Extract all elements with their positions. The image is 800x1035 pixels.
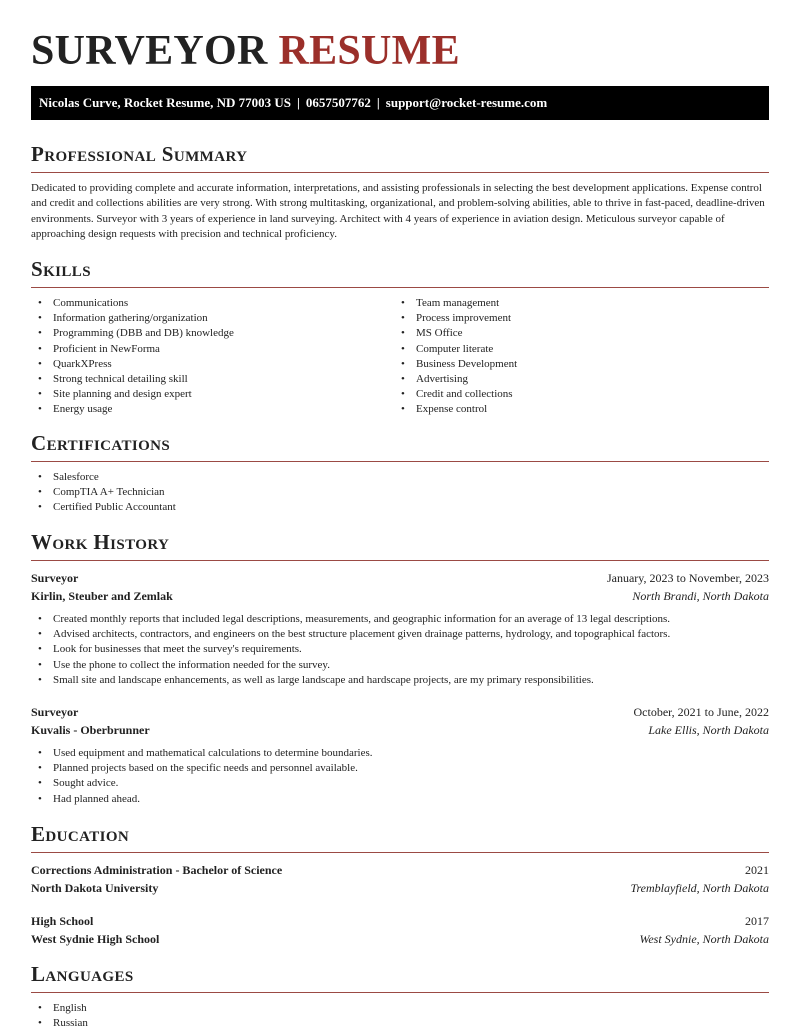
certifications-list <box>31 470 176 516</box>
list-item: • Look for businesses that meet the survey's requirements. <box>31 642 670 657</box>
list-item: • Business Development <box>394 357 517 372</box>
job-location: Lake Ellis, North Dakota <box>648 723 769 737</box>
education-degree-row <box>31 912 769 930</box>
education-school-row <box>31 930 769 948</box>
list-item: • CompTIA A+ Technician <box>31 485 176 500</box>
education-degree: High School <box>31 914 94 928</box>
list-item: • MS Office <box>394 326 517 341</box>
list-item: • Credit and collections <box>394 387 517 402</box>
job-company: Kirlin, Steuber and Zemlak <box>31 589 173 603</box>
job-location: North Brandi, North Dakota <box>632 589 769 603</box>
list-item: • Strong technical detailing skill <box>31 372 234 387</box>
education-year: 2021 <box>745 863 769 877</box>
section-heading-languages: Languages <box>31 962 134 986</box>
page-title <box>31 27 460 75</box>
list-item: • Computer literate <box>394 342 517 357</box>
list-item: • QuarkXPress <box>31 357 234 372</box>
education-school: North Dakota University <box>31 881 159 895</box>
contact-separator: | <box>376 95 380 110</box>
job-header-row <box>31 569 769 587</box>
job-header-row <box>31 703 769 721</box>
list-item: • Advised architects, contractors, and engineers on the best structure placement given drainage patterns, hydrology, and topographical factors. <box>31 627 670 642</box>
list-item: • Expense control <box>394 402 517 417</box>
list-item: • Use the phone to collect the information needed for the survey. <box>31 658 670 673</box>
job-title: Surveyor <box>31 705 79 719</box>
list-item: • Small site and landscape enhancements, as well as large landscape and hardscape projects, are my primary responsibilities. <box>31 673 670 688</box>
education-location: West Sydnie, North Dakota <box>639 932 769 946</box>
list-item: • Programming (DBB and DB) knowledge <box>31 326 234 341</box>
list-item: • Russian <box>31 1016 88 1031</box>
title-part-surveyor: SURVEYOR <box>31 28 268 74</box>
section-divider <box>31 461 769 462</box>
section-heading-work-history: Work History <box>31 530 170 554</box>
list-item: • English <box>31 1001 88 1016</box>
job-duties-list <box>31 746 373 807</box>
section-divider <box>31 287 769 288</box>
education-school-row <box>31 879 769 897</box>
list-item: • Advertising <box>394 372 517 387</box>
contact-email[interactable]: support@rocket-resume.com <box>385 95 548 110</box>
contact-address: Nicolas Curve, Rocket Resume, ND 77003 US <box>39 95 292 110</box>
section-divider <box>31 172 769 173</box>
education-degree: Corrections Administration - Bachelor of Science <box>31 863 283 877</box>
list-item: • Energy usage <box>31 402 234 417</box>
list-item: • Team management <box>394 296 517 311</box>
list-item: • Used equipment and mathematical calculations to determine boundaries. <box>31 746 373 761</box>
list-item: • Communications <box>31 296 234 311</box>
list-item: • Site planning and design expert <box>31 387 234 402</box>
contact-bar <box>31 86 769 120</box>
title-part-resume: RESUME <box>278 28 460 74</box>
education-school: West Sydnie High School <box>31 932 160 946</box>
section-heading-education: Education <box>31 822 130 846</box>
job-company-row <box>31 587 769 605</box>
skills-list-right <box>394 296 517 418</box>
list-item: • Proficient in NewForma <box>31 342 234 357</box>
list-item: • Had planned ahead. <box>31 792 373 807</box>
section-heading-summary: Professional Summary <box>31 142 248 166</box>
section-heading-certifications: Certifications <box>31 431 171 455</box>
job-title: Surveyor <box>31 571 79 585</box>
list-item: • Certified Public Accountant <box>31 500 176 515</box>
job-company: Kuvalis - Oberbrunner <box>31 723 150 737</box>
list-item: • Salesforce <box>31 470 176 485</box>
list-item: • Information gathering/organization <box>31 311 234 326</box>
education-year: 2017 <box>745 914 769 928</box>
section-divider <box>31 560 769 561</box>
summary-text: Dedicated to providing complete and accurate information, interpretations, and assisting professionals in selecting the best development applications. Expense control and credit and collections abilities are very strong. With strong multitasking, organizational, and problem-solving abilities, able to thrive in fast-paced, deadline-driven environments. Surveyor with 3 years of experience in land surveying. Architect with 4 years of experience in aviation design. Meticulous surveyor capable of approaching design requests with precision and technical proficiency. <box>31 182 765 240</box>
section-heading-skills: Skills <box>31 257 91 281</box>
job-duties-list <box>31 612 670 688</box>
skills-list-left <box>31 296 234 418</box>
section-divider <box>31 992 769 993</box>
contact-separator: | <box>297 95 300 110</box>
job-company-row <box>31 721 769 739</box>
languages-list <box>31 1001 88 1031</box>
job-dates: October, 2021 to June, 2022 <box>633 705 769 719</box>
list-item: • Sought advice. <box>31 776 373 791</box>
list-item: • Process improvement <box>394 311 517 326</box>
contact-phone: 0657507762 <box>305 95 371 110</box>
list-item: • Created monthly reports that included legal descriptions, measurements, and geographic information for an average of 13 legal descriptions. <box>31 612 670 627</box>
education-location: Tremblayfield, North Dakota <box>630 881 769 895</box>
job-dates: January, 2023 to November, 2023 <box>606 571 769 585</box>
education-degree-row <box>31 861 769 879</box>
list-item: • Planned projects based on the specific needs and personnel available. <box>31 761 373 776</box>
section-divider <box>31 852 769 853</box>
